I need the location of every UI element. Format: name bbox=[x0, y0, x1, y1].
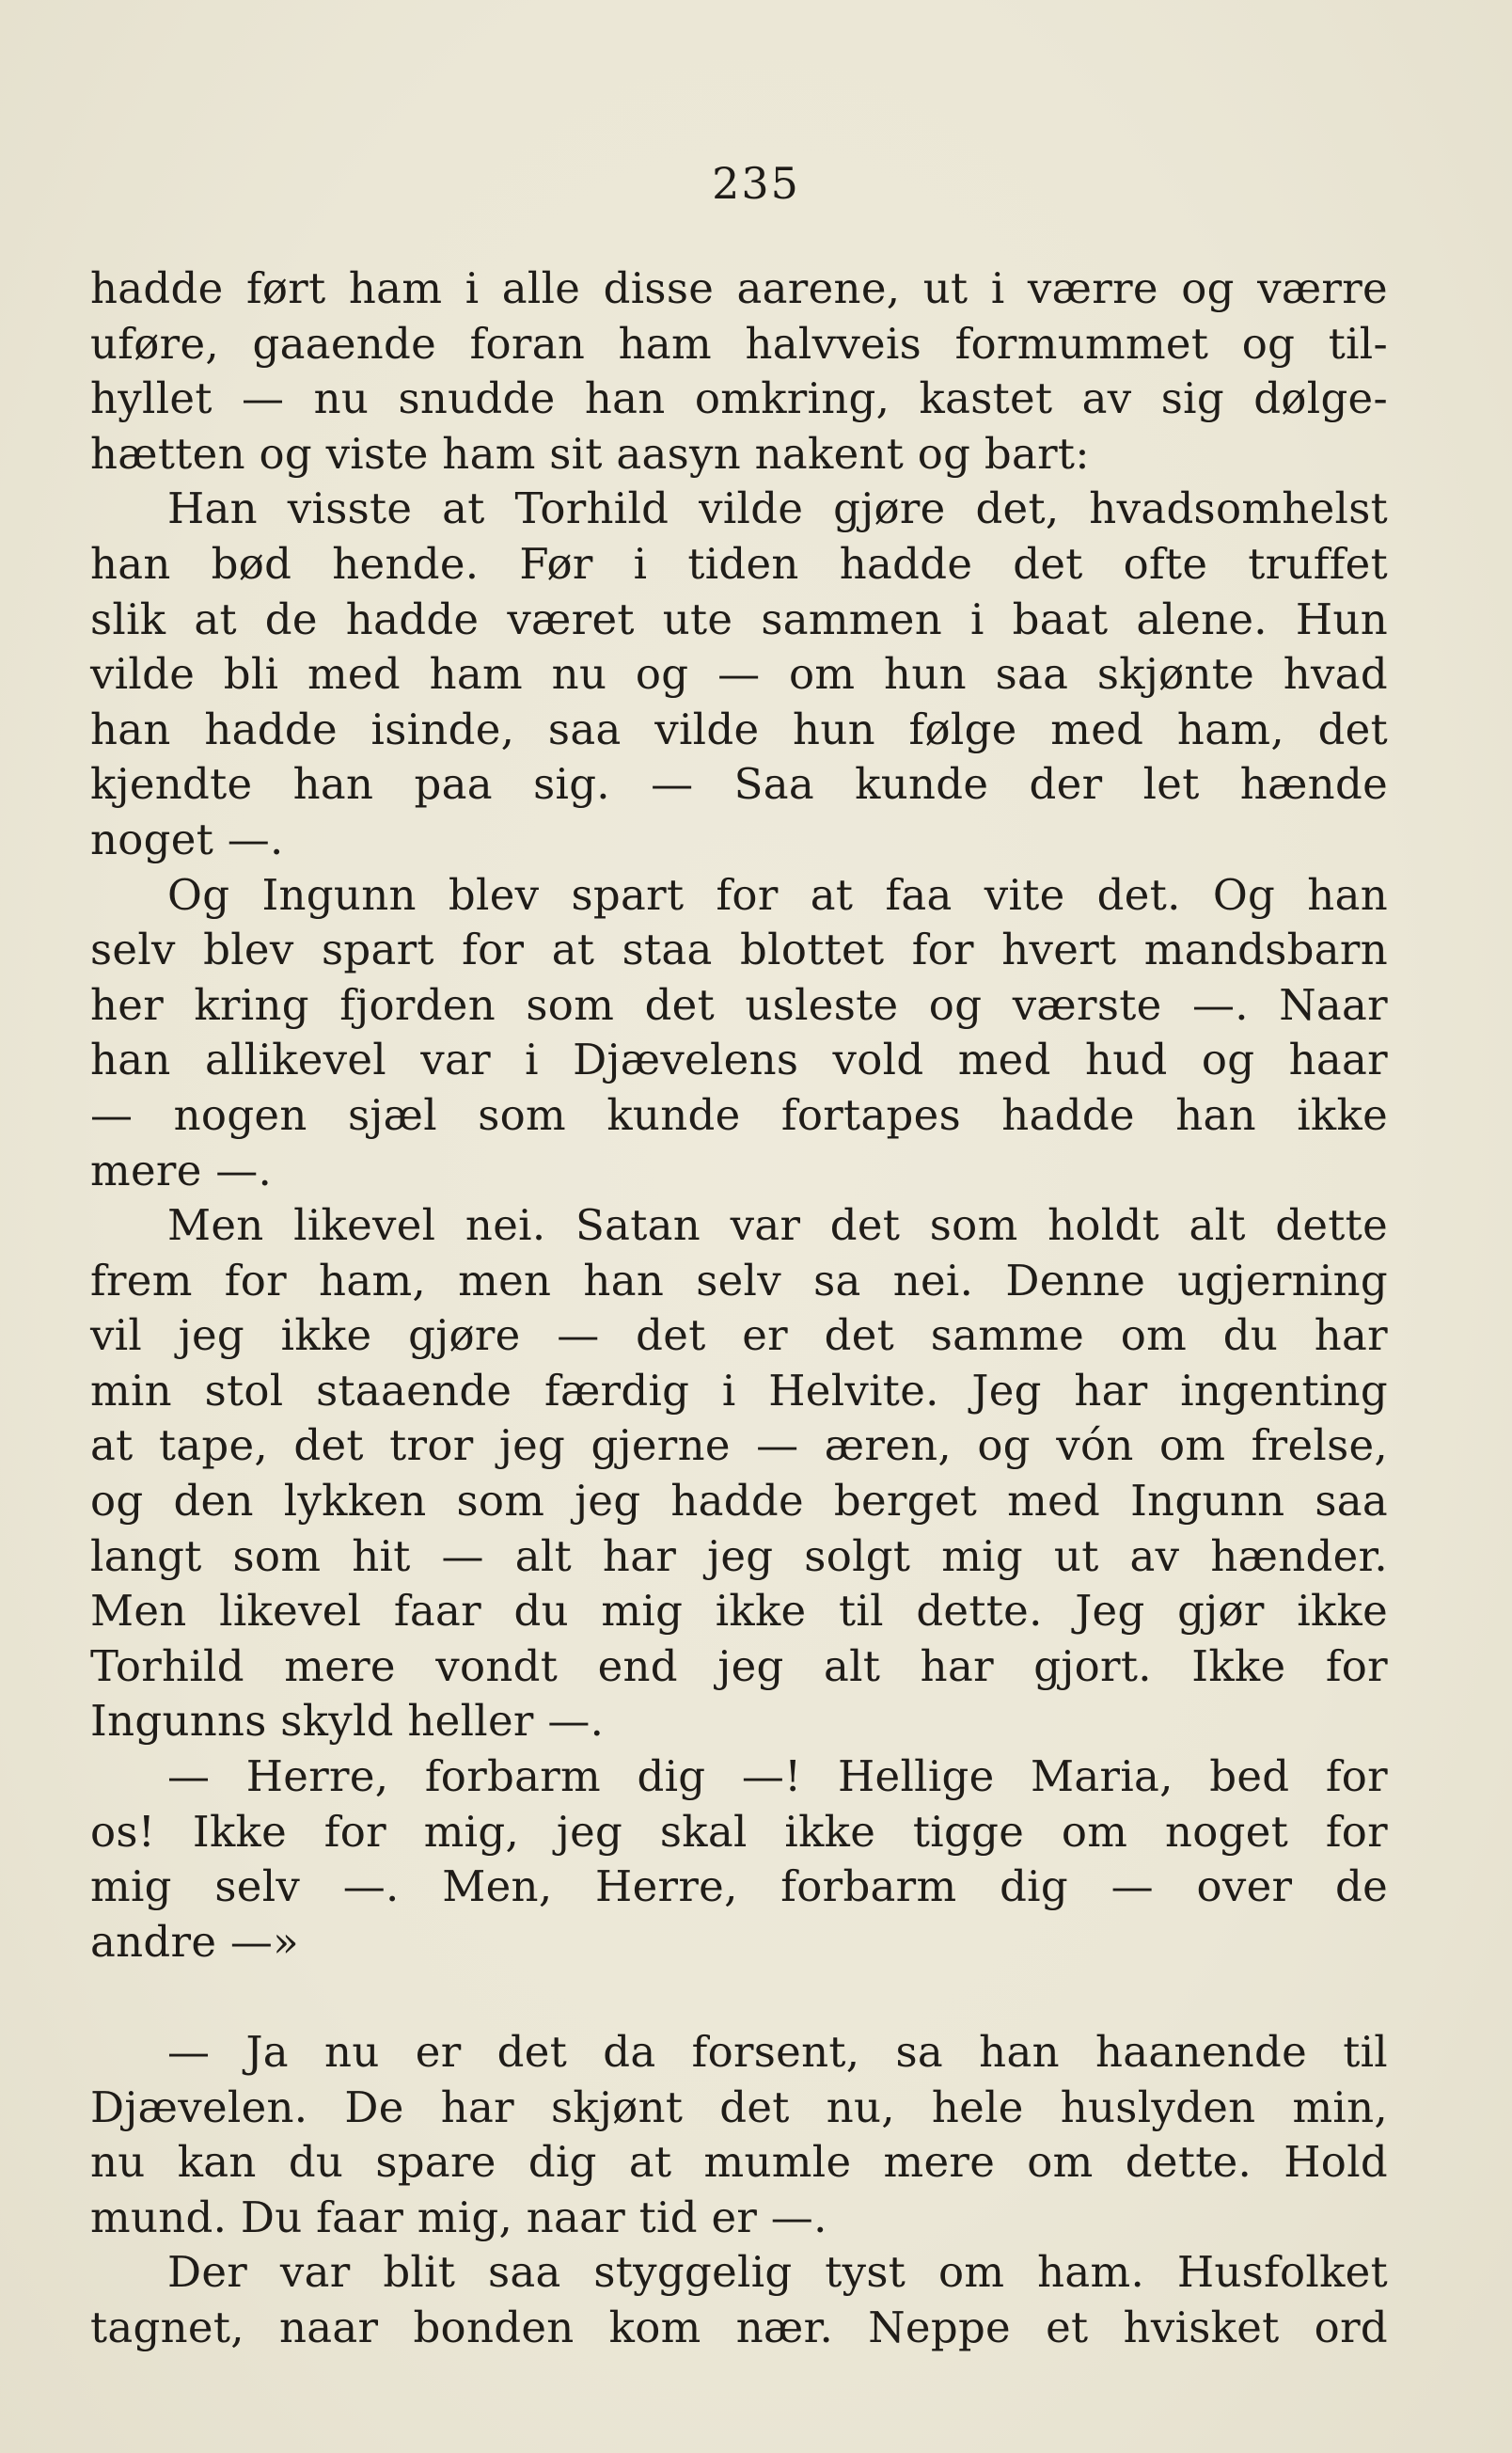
text-line: at tape, det tror jeg gjerne — æren, og vón om frelse, bbox=[90, 1420, 1388, 1471]
text-line: Men likevel faar du mig ikke til dette. Jeg gjør ikke bbox=[90, 1586, 1388, 1637]
text-line: Torhild mere vondt end jeg alt har gjort. Ikke for bbox=[90, 1640, 1388, 1691]
text-line: kjendte han paa sig. — Saa kunde der let hænde bbox=[90, 759, 1388, 810]
text-line: mere —. bbox=[90, 1145, 273, 1195]
text-line: hadde ført ham i alle disse aarene, ut i værre og værre bbox=[90, 263, 1388, 313]
text-line: selv blev spart for at staa blottet for hvert mandsbarn bbox=[90, 925, 1388, 975]
page-number: 235 bbox=[712, 158, 800, 209]
text-line: Han visste at Torhild vilde gjøre det, hvadsomhelst bbox=[167, 483, 1388, 534]
body-text bbox=[90, 261, 1388, 2356]
text-line: Der var blit saa styggelig tyst om ham. Husfolket bbox=[167, 2247, 1388, 2298]
text-line: langt som hit — alt har jeg solgt mig ut av hænder. bbox=[90, 1530, 1388, 1581]
text-line: han allikevel var i Djævelens vold med hud og haar bbox=[90, 1035, 1388, 1085]
text-line: uføre, gaaende foran ham halvveis formummet og til- bbox=[90, 318, 1388, 369]
text-line: mund. Du faar mig, naar tid er —. bbox=[90, 2192, 827, 2242]
text-line: frem for ham, men han selv sa nei. Denne ugjerning bbox=[90, 1255, 1388, 1306]
text-line: her kring fjorden som det usleste og værste —. Naar bbox=[90, 979, 1388, 1030]
text-line: hyllet — nu snudde han omkring, kastet av sig dølge- bbox=[90, 373, 1388, 424]
text-line: os! Ikke for mig, jeg skal ikke tigge om noget for bbox=[90, 1806, 1388, 1857]
text-line: Men likevel nei. Satan var det som holdt alt dette bbox=[167, 1200, 1388, 1251]
text-line: nu kan du spare dig at mumle mere om dette. Hold bbox=[90, 2137, 1388, 2188]
text-line: mig selv —. Men, Herre, forbarm dig — over de bbox=[90, 1861, 1388, 1912]
text-line: — Ja nu er det da forsent, sa han haanende til bbox=[167, 2027, 1388, 2077]
text-line: min stol staaende færdig i Helvite. Jeg har ingenting bbox=[90, 1365, 1388, 1416]
text-line: slik at de hadde været ute sammen i baat alene. Hun bbox=[90, 593, 1388, 644]
text-line: tagnet, naar bonden kom nær. Neppe et hvisket ord bbox=[90, 2302, 1388, 2352]
text-line: hætten og viste ham sit aasyn nakent og bart: bbox=[90, 428, 1090, 479]
text-line: vilde bli med ham nu og — om hun saa skjønte hvad bbox=[90, 649, 1388, 700]
text-line: og den lykken som jeg hadde berget med Ingunn saa bbox=[90, 1476, 1388, 1527]
text-line: Djævelen. De har skjønt det nu, hele huslyden min, bbox=[90, 2081, 1388, 2132]
blank-line bbox=[90, 1970, 1388, 2025]
text-line: — nogen sjæl som kunde fortapes hadde han ikke bbox=[90, 1089, 1388, 1140]
text-line: andre —» bbox=[90, 1916, 299, 1967]
text-line: Og Ingunn blev spart for at faa vite det. Og han bbox=[167, 869, 1388, 920]
text-line: noget —. bbox=[90, 814, 284, 864]
text-line: Ingunns skyld heller —. bbox=[90, 1696, 605, 1747]
text-line: vil jeg ikke gjøre — det er det samme om du har bbox=[90, 1310, 1388, 1361]
text-line: han bød hende. Før i tiden hadde det ofte truffet bbox=[90, 538, 1388, 589]
text-line: han hadde isinde, saa vilde hun følge med ham, det bbox=[90, 704, 1388, 754]
text-line: — Herre, forbarm dig —! Hellige Maria, bed for bbox=[167, 1751, 1388, 1802]
